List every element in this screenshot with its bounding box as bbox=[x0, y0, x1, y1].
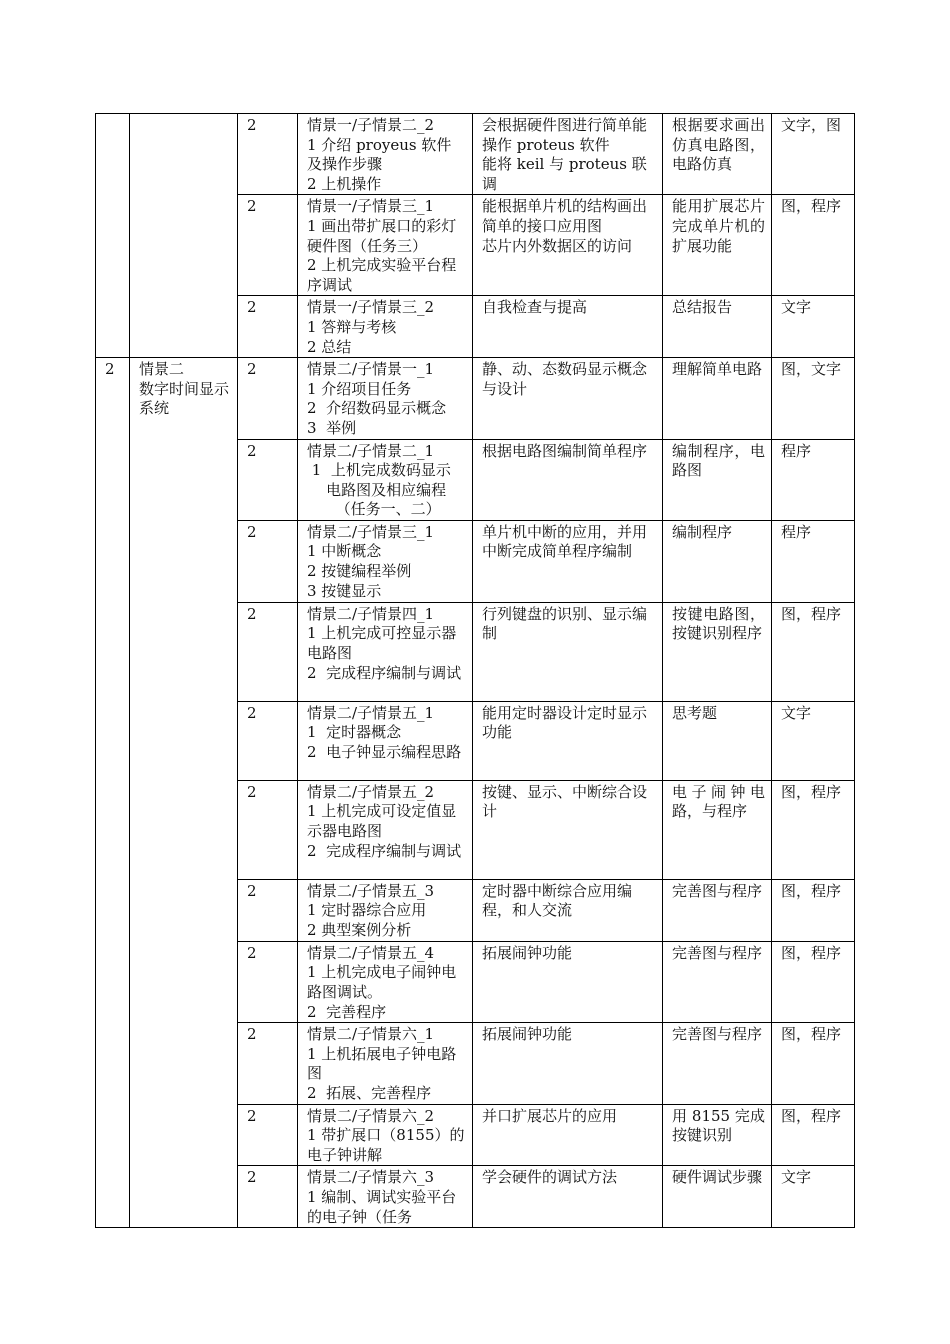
hours-cell: 2 bbox=[238, 195, 298, 296]
content-line: 情景一/子情景三_2 bbox=[307, 298, 435, 317]
content-cell bbox=[298, 602, 473, 701]
content-line: 1 上机完成可控显示器电路图 bbox=[307, 624, 457, 663]
content-cell bbox=[298, 358, 473, 439]
content-line: 情景二/子情景五_1 bbox=[307, 703, 435, 722]
hours-cell: 2 bbox=[238, 358, 298, 439]
content-cell bbox=[298, 941, 473, 1022]
hours-cell: 2 bbox=[238, 520, 298, 602]
hours-cell: 2 bbox=[238, 941, 298, 1022]
form-cell: 图，程序 bbox=[772, 780, 855, 879]
hours-cell: 2 bbox=[238, 1166, 298, 1228]
goal-cell bbox=[473, 296, 663, 358]
outcome-cell: 编制程序，电路图 bbox=[663, 439, 772, 520]
form-cell: 文字 bbox=[772, 701, 855, 780]
content-line: 情景二/子情景五_2 bbox=[307, 782, 435, 801]
table-row bbox=[96, 358, 855, 439]
outcome-cell: 完善图与程序 bbox=[663, 941, 772, 1022]
hours-cell: 2 bbox=[238, 1104, 298, 1166]
content-line: 3 按键显示 bbox=[307, 581, 382, 600]
outcome-cell: 理解简单电路 bbox=[663, 358, 772, 439]
form-cell: 图，程序 bbox=[772, 879, 855, 941]
content-line: 情景二/子情景五_3 bbox=[307, 881, 435, 900]
group1-name-cell bbox=[130, 114, 238, 358]
content-cell bbox=[298, 780, 473, 879]
goal-line: 静、动、态数码显示概念与设计 bbox=[482, 360, 648, 398]
content-line: 1 编制、调试实验平台的电子钟（任务 bbox=[307, 1188, 457, 1226]
group2-name-line2: 数字时间显示系统 bbox=[139, 379, 230, 418]
content-line: 1 带扩展口（8155）的电子钟讲解 bbox=[307, 1126, 465, 1164]
form-cell: 图，程序 bbox=[772, 602, 855, 701]
content-line: 1 上机拓展电子钟电路图 bbox=[307, 1044, 457, 1083]
content-line: 1 中断概念 bbox=[307, 542, 382, 561]
content-cell bbox=[298, 520, 473, 602]
outcome-cell: 思考题 bbox=[663, 701, 772, 780]
hours-cell: 2 bbox=[238, 1023, 298, 1104]
content-cell bbox=[298, 701, 473, 780]
goal-cell bbox=[473, 195, 663, 296]
goal-cell bbox=[473, 358, 663, 439]
content-line: 2 上机完成实验平台程序调试 bbox=[307, 256, 457, 294]
outcome-cell: 用 8155 完成按键识别 bbox=[663, 1104, 772, 1166]
goal-cell bbox=[473, 701, 663, 780]
content-cell bbox=[298, 439, 473, 520]
content-line: 情景二/子情景三_1 bbox=[307, 522, 435, 541]
form-cell: 文字 bbox=[772, 1166, 855, 1228]
hours-cell: 2 bbox=[238, 701, 298, 780]
outcome-cell: 总结报告 bbox=[663, 296, 772, 358]
goal-cell bbox=[473, 1104, 663, 1166]
group1-no-cell bbox=[96, 114, 130, 358]
content-line: 电路图及相应编程 bbox=[307, 480, 447, 499]
content-line: 情景二/子情景六_2 bbox=[307, 1106, 435, 1125]
goal-line: 拓展闹钟功能 bbox=[482, 1025, 573, 1044]
goal-line: 单片机中断的应用，并用中断完成简单程序编制 bbox=[482, 522, 648, 561]
content-cell bbox=[298, 195, 473, 296]
goal-line: 学会硬件的调试方法 bbox=[482, 1168, 618, 1187]
outcome-cell: 完善图与程序 bbox=[663, 1023, 772, 1104]
goal-line: 能用定时器设计定时显示功能 bbox=[482, 703, 648, 742]
content-line: 2 完成程序编制与调试 bbox=[307, 663, 462, 682]
content-cell bbox=[298, 1023, 473, 1104]
content-line: 3 举例 bbox=[307, 418, 357, 437]
goal-cell bbox=[473, 114, 663, 195]
form-cell: 图，程序 bbox=[772, 1023, 855, 1104]
content-line: 2 总结 bbox=[307, 337, 352, 356]
hours-cell: 2 bbox=[238, 296, 298, 358]
goal-cell bbox=[473, 1023, 663, 1104]
goal-cell bbox=[473, 941, 663, 1022]
content-line: 2 介绍数码显示概念 bbox=[307, 399, 447, 418]
content-line: 情景二/子情景六_3 bbox=[307, 1168, 435, 1187]
form-cell: 文字 bbox=[772, 296, 855, 358]
outcome-cell: 按键电路图，按键识别程序 bbox=[663, 602, 772, 701]
hours-cell: 2 bbox=[238, 879, 298, 941]
goal-cell bbox=[473, 602, 663, 701]
content-line: 2 典型案例分析 bbox=[307, 921, 412, 940]
outcome-cell: 电子闹钟电路，与程序 bbox=[663, 780, 772, 879]
schedule-table bbox=[95, 113, 855, 1228]
group2-name-cell bbox=[130, 358, 238, 1228]
content-line: 2 按键编程举例 bbox=[307, 562, 412, 581]
goal-line: 自我检查与提高 bbox=[482, 298, 588, 317]
content-line: 情景一/子情景三_1 bbox=[307, 197, 435, 216]
table-row bbox=[96, 114, 855, 195]
hours-cell: 2 bbox=[238, 114, 298, 195]
goal-cell bbox=[473, 439, 663, 520]
goal-cell bbox=[473, 879, 663, 941]
content-line: 1 画出带扩展口的彩灯硬件图（任务三） bbox=[307, 216, 457, 255]
content-line: 1 介绍 proyeus 软件及操作步骤 bbox=[307, 135, 452, 174]
goal-cell bbox=[473, 1166, 663, 1228]
schedule-table-body bbox=[96, 114, 855, 1228]
hours-cell: 2 bbox=[238, 439, 298, 520]
content-cell bbox=[298, 1104, 473, 1166]
form-cell: 图，程序 bbox=[772, 941, 855, 1022]
group2-name-line1: 情景二 bbox=[139, 360, 185, 379]
content-line: 1 上机完成数码显示 bbox=[307, 461, 451, 480]
form-cell: 图，程序 bbox=[772, 195, 855, 296]
hours-cell: 2 bbox=[238, 602, 298, 701]
content-line: 情景二/子情景一_1 bbox=[307, 360, 435, 379]
goal-line: 能将 keil 与 proteus 联调 bbox=[482, 155, 647, 193]
content-line: 2 电子钟显示编程思路 bbox=[307, 743, 462, 762]
outcome-cell: 能用扩展芯片完成单片机的扩展功能 bbox=[663, 195, 772, 296]
content-line: 情景二/子情景六_1 bbox=[307, 1025, 435, 1044]
goal-line: 并口扩展芯片的应用 bbox=[482, 1106, 618, 1125]
goal-line: 拓展闹钟功能 bbox=[482, 943, 573, 962]
content-line: （任务一、二） bbox=[307, 500, 441, 519]
goal-cell bbox=[473, 780, 663, 879]
content-cell bbox=[298, 1166, 473, 1228]
outcome-cell: 根据要求画出仿真电路图，电路仿真 bbox=[663, 114, 772, 195]
goal-line: 定时器中断综合应用编程，和人交流 bbox=[482, 881, 633, 920]
group2-no-cell: 2 bbox=[96, 358, 130, 1228]
content-line: 情景二/子情景二_1 bbox=[307, 441, 435, 460]
content-line: 情景二/子情景五_4 bbox=[307, 943, 435, 962]
goal-cell bbox=[473, 520, 663, 602]
content-line: 1 上机完成可设定值显示器电路图 bbox=[307, 802, 457, 841]
goal-line: 按键、显示、中断综合设计 bbox=[482, 782, 648, 821]
content-line: 1 答辩与考核 bbox=[307, 317, 397, 336]
form-cell: 图，文字 bbox=[772, 358, 855, 439]
hours-cell: 2 bbox=[238, 780, 298, 879]
content-line: 1 上机完成电子闹钟电路图调试。 bbox=[307, 963, 457, 1002]
content-line: 1 定时器综合应用 bbox=[307, 901, 427, 920]
content-line: 1 介绍项目任务 bbox=[307, 379, 412, 398]
form-cell: 文字，图 bbox=[772, 114, 855, 195]
content-line: 2 完成程序编制与调试 bbox=[307, 841, 462, 860]
content-line: 1 定时器概念 bbox=[307, 723, 402, 742]
content-line: 情景二/子情景四_1 bbox=[307, 604, 435, 623]
content-line: 情景一/子情景二_2 bbox=[307, 116, 435, 134]
outcome-cell: 硬件调试步骤 bbox=[663, 1166, 772, 1228]
goal-line: 根据电路图编制简单程序 bbox=[482, 441, 648, 460]
content-line: 2 拓展、完善程序 bbox=[307, 1084, 432, 1103]
goal-line: 会根据硬件图进行简单能操作 proteus 软件 bbox=[482, 116, 648, 154]
goal-line: 行列键盘的识别、显示编制 bbox=[482, 604, 648, 643]
content-cell bbox=[298, 114, 473, 195]
goal-line: 能根据单片机的结构画出简单的接口应用图 bbox=[482, 197, 648, 235]
content-line: 2 完善程序 bbox=[307, 1002, 387, 1021]
content-cell bbox=[298, 296, 473, 358]
outcome-cell: 编制程序 bbox=[663, 520, 772, 602]
form-cell: 程序 bbox=[772, 439, 855, 520]
goal-line: 芯片内外数据区的访问 bbox=[482, 236, 633, 255]
content-line: 2 上机操作 bbox=[307, 174, 382, 193]
form-cell: 程序 bbox=[772, 520, 855, 602]
content-cell bbox=[298, 879, 473, 941]
outcome-cell: 完善图与程序 bbox=[663, 879, 772, 941]
form-cell: 图，程序 bbox=[772, 1104, 855, 1166]
